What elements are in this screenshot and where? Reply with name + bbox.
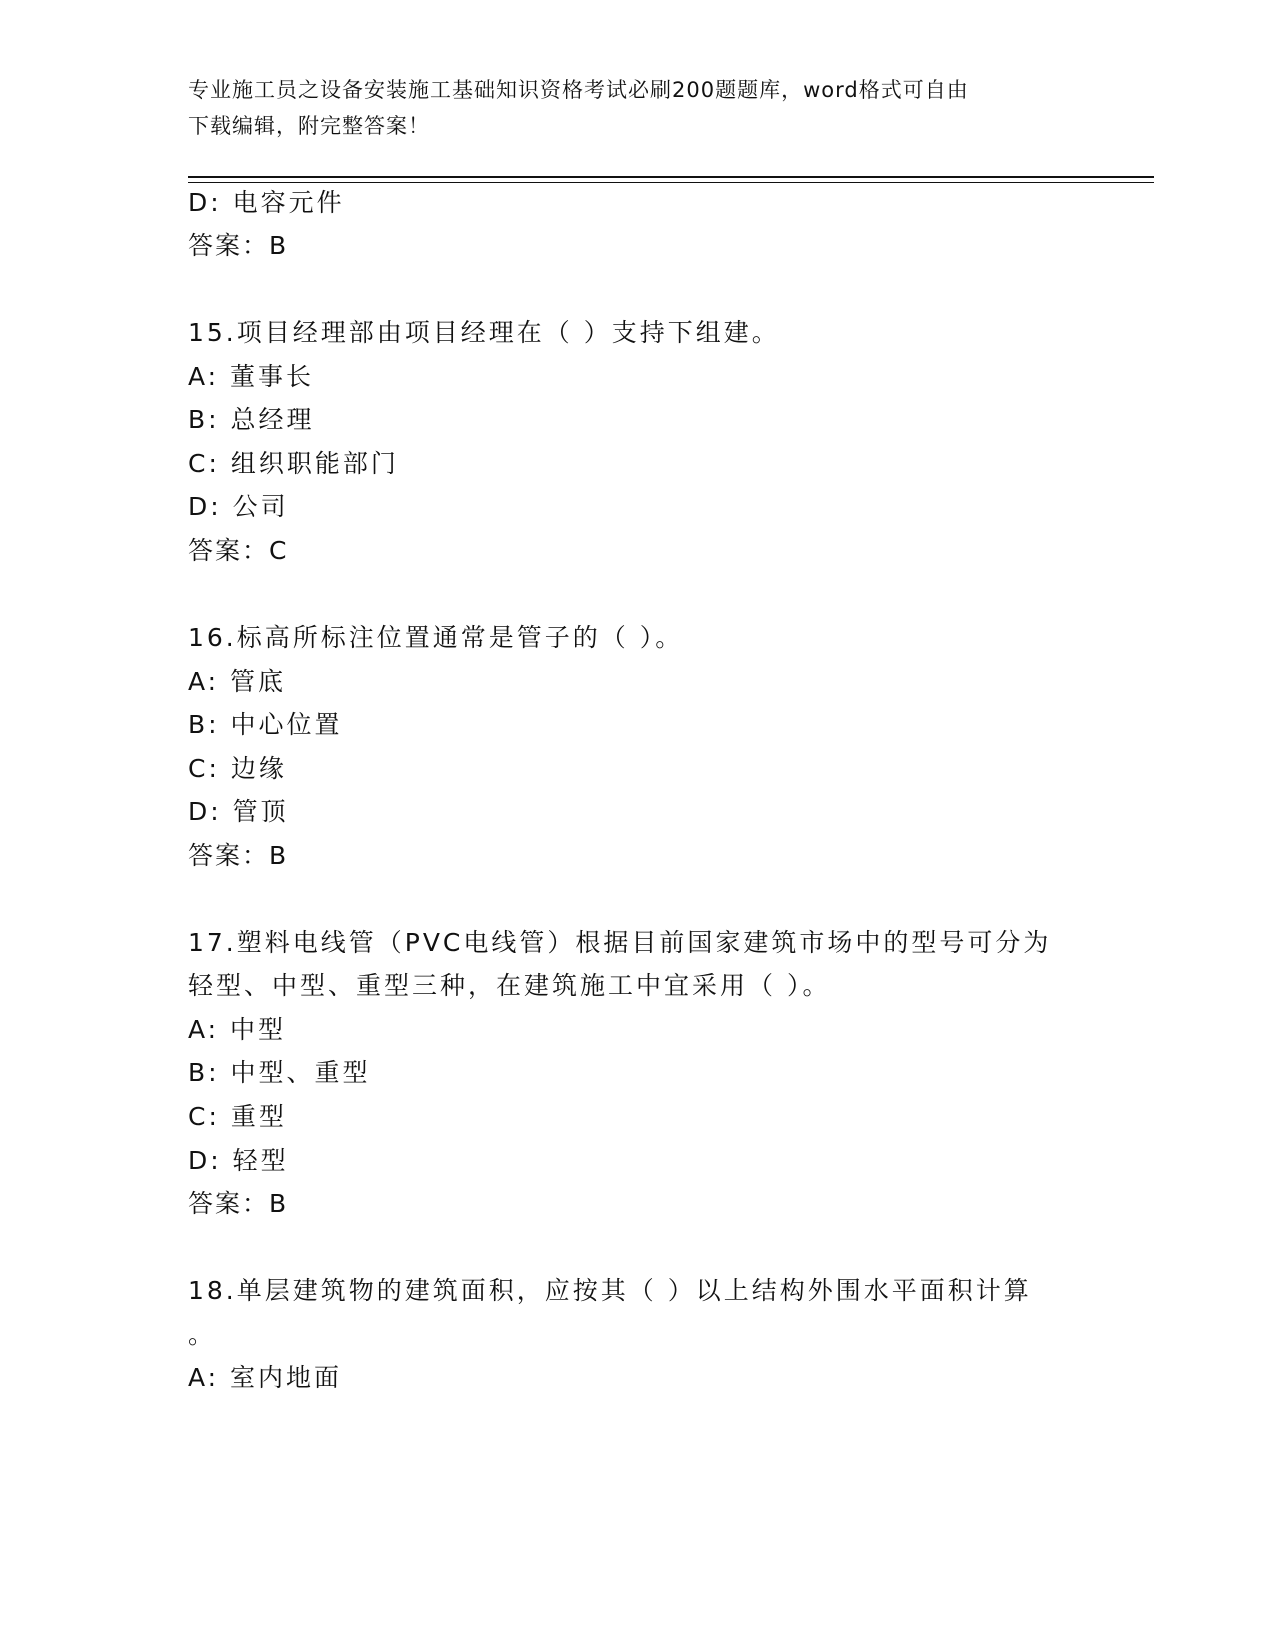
q17-question-line-1: 17.塑料电线管（PVC电线管）根据目前国家建筑市场中的型号可分为: [188, 928, 1052, 957]
q16-option-b: B: 中心位置: [188, 710, 343, 739]
q15-option-a: A: 董事长: [188, 362, 315, 391]
q16-question: 16.标高所标注位置通常是管子的（ ）。: [188, 623, 684, 652]
q16-answer: 答案：B: [188, 841, 289, 870]
q15-answer: 答案：C: [188, 536, 289, 565]
prev-option-d: D: 电容元件: [188, 188, 345, 217]
q17-answer: 答案：B: [188, 1189, 289, 1218]
header-divider-thin: [188, 182, 1154, 183]
q18-question-line-2: 。: [188, 1320, 217, 1349]
q15-option-c: C: 组织职能部门: [188, 449, 399, 478]
q16-option-a: A: 管底: [188, 667, 287, 696]
prev-answer: 答案：B: [188, 231, 289, 260]
header-title-line-1: 专业施工员之设备安装施工基础知识资格考试必刷200题题库，word格式可自由: [188, 78, 969, 102]
q15-option-b: B: 总经理: [188, 405, 315, 434]
q15-option-d: D: 公司: [188, 492, 289, 521]
header-title-line-2: 下载编辑，附完整答案！: [188, 114, 430, 138]
q17-option-d: D: 轻型: [188, 1146, 289, 1175]
header-divider-thick: [188, 176, 1154, 178]
q17-question-line-2: 轻型、中型、重型三种，在建筑施工中宜采用（ ）。: [188, 971, 831, 1000]
q15-question: 15.项目经理部由项目经理在（ ）支持下组建。: [188, 318, 780, 347]
q17-option-a: A: 中型: [188, 1015, 287, 1044]
q18-question-line-1: 18.单层建筑物的建筑面积，应按其（ ）以上结构外围水平面积计算: [188, 1276, 1032, 1305]
q16-option-c: C: 边缘: [188, 754, 287, 783]
q16-option-d: D: 管顶: [188, 797, 289, 826]
document-header: [188, 72, 1068, 144]
q18-option-a: A: 室内地面: [188, 1363, 343, 1392]
q17-option-b: B: 中型、重型: [188, 1058, 371, 1087]
q17-option-c: C: 重型: [188, 1102, 287, 1131]
